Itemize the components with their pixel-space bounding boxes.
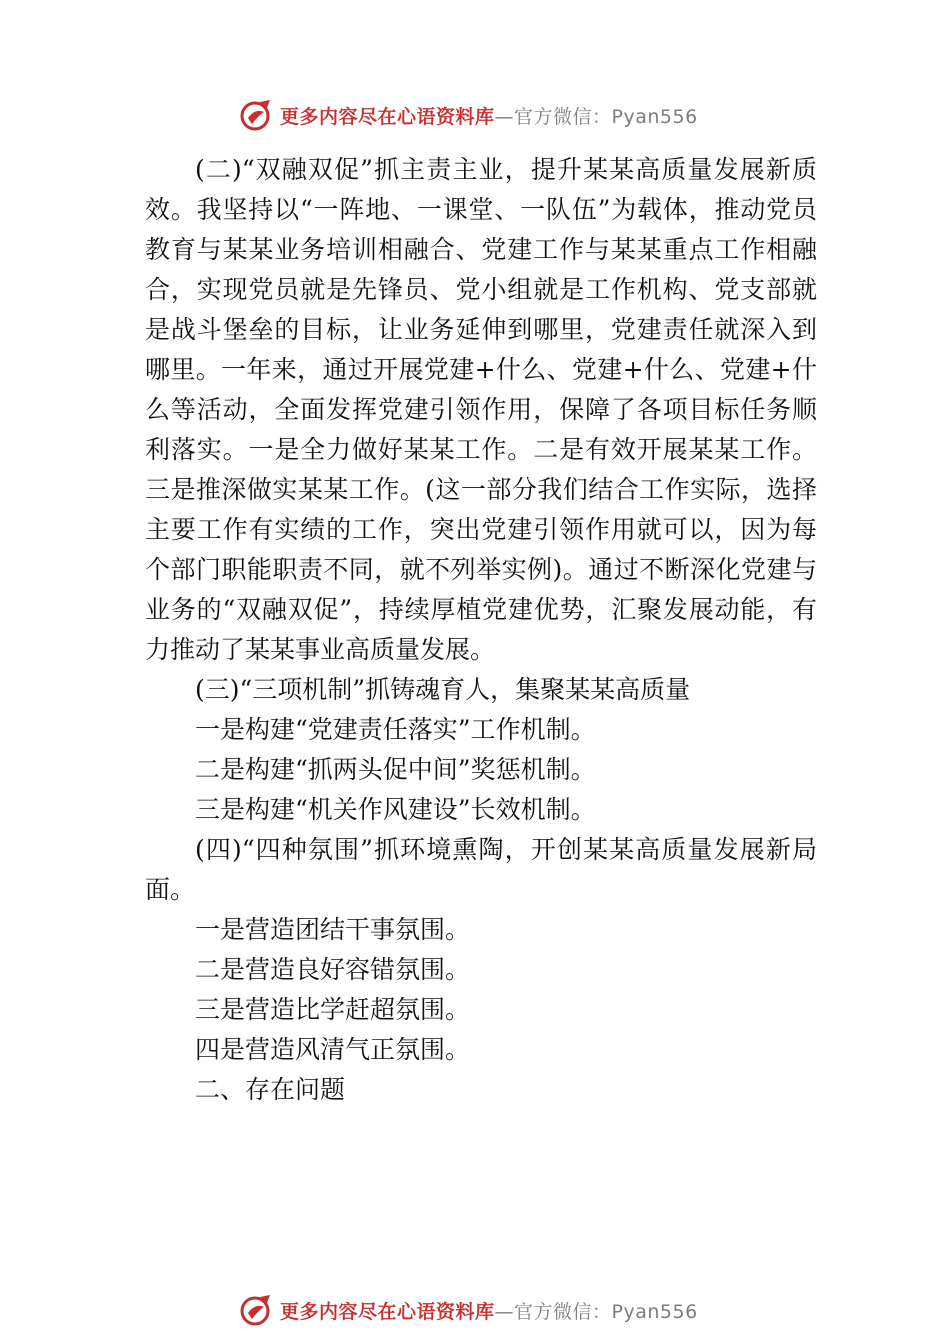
watermark-header	[240, 95, 740, 135]
watermark-brand: 更多内容尽在心语资料库	[280, 1300, 495, 1323]
section-heading: (三)“三项机制”抓铸魂育人，集聚某某高质量	[195, 675, 691, 704]
document-body	[145, 150, 817, 1110]
section-heading: 二、存在问题	[195, 1075, 346, 1104]
list-item: 四是营造风清气正氛围。	[195, 1035, 471, 1064]
list-item: 一是营造团结干事氛围。	[195, 915, 471, 944]
watermark-footer	[240, 1290, 740, 1330]
watermark-text	[280, 102, 698, 129]
brand-logo-icon	[240, 98, 274, 132]
section-heading: (四)“四种氛围”抓环境熏陶，开创某某高质量发展新局面。	[145, 835, 817, 904]
watermark-brand: 更多内容尽在心语资料库	[280, 105, 495, 128]
list-item: 三是构建“机关作风建设”长效机制。	[195, 795, 596, 824]
watermark-separator: —	[494, 105, 515, 128]
watermark-text	[280, 1297, 698, 1324]
list-item: 三是营造比学赶超氛围。	[195, 995, 471, 1024]
paragraph: (二)“双融双促”抓主责主业，提升某某高质量发展新质效。我坚持以“一阵地、一课堂、一队伍”为载体，推动党员教育与某某业务培训相融合、党建工作与某某重点工作相融合，实现党员就是先锋员、党小组就是工作机构、党支部就是战斗堡垒的目标，让业务延伸到哪里，党建责任就深入到哪里。一年来，通过开展党建+什么、党建+什么、党建+什么等活动，全面发挥党建引领作用，保障了各项目标任务顺利落实。一是全力做好某某工作。二是有效开展某某工作。 三是推深做实某某工作。(这一部分我们结合工作实际，选择主要工作有实绩的工作，突出党建引领作用就可以，因为每个部门职能职责不同，就不列举实例)。通过不断深化党建与业务的“双融双促”，持续厚植党建优势，汇聚发展动能，有力推动了某某事业高质量发展。	[145, 155, 817, 664]
watermark-contact: 官方微信：Pyan556	[514, 105, 698, 128]
list-item: 二是构建“抓两头促中间”奖惩机制。	[195, 755, 596, 784]
brand-logo-icon	[240, 1293, 274, 1327]
watermark-contact: 官方微信：Pyan556	[514, 1300, 698, 1323]
list-item: 一是构建“党建责任落实”工作机制。	[195, 715, 596, 744]
watermark-separator: —	[494, 1300, 515, 1323]
list-item: 二是营造良好容错氛围。	[195, 955, 471, 984]
